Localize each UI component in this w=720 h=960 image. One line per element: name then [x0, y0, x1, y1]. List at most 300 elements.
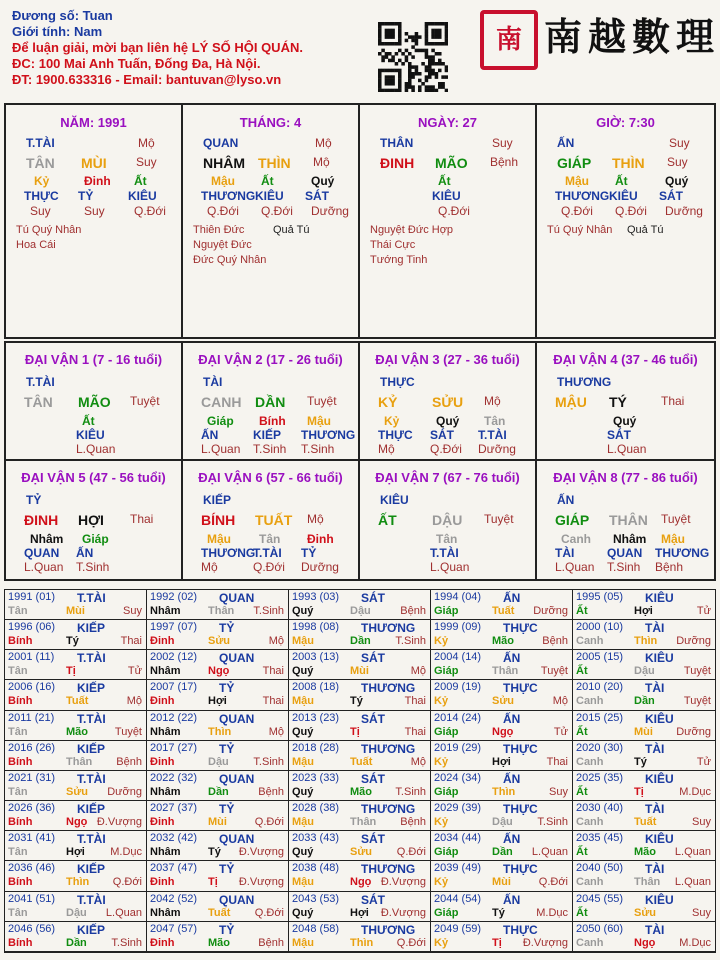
qr-module	[431, 29, 435, 33]
qr-module	[391, 79, 395, 83]
annual-luck-table	[4, 589, 716, 953]
year-branch: Tuất	[492, 605, 515, 617]
year-stage: L.Quan	[674, 846, 711, 859]
year-god: SÁT	[361, 832, 385, 847]
cell-row	[183, 394, 358, 414]
hidden-stage: Q.Đới	[438, 204, 470, 218]
qr-module	[398, 42, 402, 46]
year-branch: Thìn	[350, 936, 374, 949]
qr-module	[425, 35, 429, 39]
header-info	[12, 8, 303, 88]
qr-module	[378, 29, 382, 33]
qr-module	[445, 89, 448, 92]
stage: Thai	[661, 394, 685, 408]
qr-module	[391, 22, 395, 26]
cell-row	[183, 174, 358, 189]
heavenly-stem: NHÂM	[203, 155, 245, 171]
year-god: TÀI	[645, 681, 665, 696]
pillar-body	[183, 136, 358, 266]
year-stage: Đ.Vượng	[522, 936, 568, 949]
year-stage: T.Sinh	[395, 635, 426, 648]
qr-module	[388, 32, 392, 36]
year-cell	[573, 741, 715, 771]
qr-module	[405, 82, 409, 86]
cell-row	[537, 512, 714, 532]
year-stage: M.Dục	[679, 785, 711, 798]
cell-row	[537, 414, 714, 428]
qr-module	[411, 65, 415, 69]
qr-module	[411, 85, 415, 89]
year-god: TỶ	[219, 621, 235, 636]
hidden-god: SÁT	[607, 428, 631, 442]
qr-module	[411, 89, 415, 92]
earthly-branch: HỢI	[78, 512, 104, 528]
year-god: ẤN	[503, 651, 521, 666]
hidden-god: THƯƠNG	[655, 546, 710, 560]
hidden-stem: Ất	[261, 174, 274, 188]
cell-row	[360, 512, 535, 532]
qr-module	[438, 32, 442, 36]
qr-module	[425, 32, 429, 36]
qr-module	[408, 69, 412, 73]
qr-module	[441, 75, 445, 79]
earthly-branch: MÙI	[81, 155, 107, 171]
stage: Thai	[130, 512, 154, 526]
hidden-stem: Bính	[259, 414, 286, 428]
year-stem: Canh	[576, 695, 604, 708]
hidden-stage: L.Quan	[76, 442, 116, 456]
earthly-branch: THÌN	[258, 155, 291, 171]
year-god: KIÊU	[645, 591, 674, 605]
owner-name: Đương số: Tuan	[12, 8, 113, 23]
qr-module	[378, 39, 382, 43]
dai-van-title: ĐẠI VẬN 2 (17 - 26 tuổi)	[198, 352, 343, 367]
qr-module	[398, 79, 402, 83]
hidden-god: T.TÀI	[478, 428, 507, 442]
year-stem: Kỷ	[434, 695, 449, 708]
year-branch: Tuất	[350, 755, 373, 768]
hidden-stem: Kỷ	[34, 174, 50, 188]
year-branch: Mùi	[634, 725, 653, 738]
year-stage: Q.Đới	[396, 936, 426, 949]
qr-module	[418, 72, 422, 76]
dai-van-cell	[183, 461, 360, 579]
year-label: 1998 (08)	[292, 621, 340, 634]
qr-module	[415, 69, 419, 73]
qr-module	[438, 82, 442, 86]
year-stem: Ất	[576, 665, 588, 678]
year-stem: Nhâm	[150, 906, 181, 919]
year-stage: Đ.Vượng	[380, 906, 426, 919]
hidden-stem: Quý	[613, 414, 637, 428]
year-branch: Sửu	[66, 785, 89, 798]
dai-van-body	[183, 493, 358, 574]
qr-module	[418, 49, 422, 53]
year-god: THỰC	[503, 862, 538, 877]
year-branch: Thìn	[634, 635, 658, 648]
year-god: KIÊU	[645, 771, 674, 786]
year-stem: Kỷ	[434, 876, 449, 889]
year-cell	[5, 831, 147, 861]
earthly-branch: DẬU	[432, 512, 463, 528]
year-branch: Mão	[492, 635, 514, 648]
qr-module	[415, 32, 419, 36]
qr-module	[401, 52, 405, 56]
year-label: 2028 (38)	[292, 802, 340, 815]
hidden-god: SÁT	[305, 189, 329, 203]
year-cell	[573, 861, 715, 891]
year-stage: M.Dục	[110, 846, 142, 859]
hidden-stem: Mậu	[565, 174, 589, 188]
stage-top: Suy	[492, 136, 513, 150]
hidden-god: THƯƠNG	[301, 428, 356, 442]
qr-module	[408, 85, 412, 89]
hidden-stage: Mộ	[201, 560, 218, 574]
cell-row	[537, 532, 714, 546]
stage: Suy	[667, 155, 688, 169]
year-branch: Dậu	[492, 816, 513, 829]
qr-module	[425, 75, 429, 79]
qr-module	[445, 69, 448, 73]
qr-module	[415, 42, 419, 46]
qr-module	[381, 69, 385, 73]
year-label: 2009 (19)	[434, 681, 482, 694]
year-branch: Mùi	[492, 876, 511, 889]
qr-module	[395, 22, 399, 26]
qr-module	[431, 42, 435, 46]
year-branch: Ngọ	[66, 816, 88, 829]
qr-module	[408, 75, 412, 79]
year-stage: T.Sinh	[253, 605, 284, 617]
year-branch: Sửu	[634, 906, 657, 919]
qr-module	[385, 42, 389, 46]
year-label: 2036 (46)	[8, 862, 56, 875]
year-stem: Bính	[8, 876, 33, 889]
year-label: 1995 (05)	[576, 591, 624, 603]
year-cell	[289, 861, 431, 891]
qr-module	[431, 55, 435, 59]
hidden-stage: T.Sinh	[301, 442, 335, 456]
year-stem: Quý	[292, 846, 314, 859]
cell-row	[537, 560, 714, 574]
ten-god: ẤN	[557, 493, 575, 507]
year-cell	[431, 590, 573, 620]
brand-logo: 南越數理	[544, 14, 720, 59]
heavenly-stem: GIÁP	[555, 512, 590, 528]
year-stage: Thai	[262, 665, 284, 678]
year-stage: Dưỡng	[676, 635, 711, 648]
year-stem: Kỷ	[434, 936, 449, 949]
cell-row	[360, 546, 535, 560]
year-cell	[431, 711, 573, 741]
year-stage: Suy	[549, 785, 568, 798]
qr-module	[428, 55, 432, 59]
cell-row	[183, 493, 358, 512]
hidden-stem: Mậu	[211, 174, 235, 188]
cell-row	[183, 532, 358, 546]
hidden-stage: Q.Đới	[253, 560, 285, 574]
hidden-god: QUAN	[607, 546, 643, 560]
year-god: KIÊU	[645, 832, 674, 847]
year-label: 2038 (48)	[292, 862, 340, 875]
qr-module	[435, 62, 439, 66]
qr-module	[435, 89, 439, 92]
qr-module	[405, 49, 409, 53]
hidden-stage: Mộ	[378, 442, 395, 456]
year-stage: Đ.Vượng	[96, 816, 142, 829]
year-branch: Tý	[208, 846, 221, 859]
qr-module	[438, 62, 442, 66]
year-branch: Dần	[208, 785, 229, 798]
year-god: THỰC	[503, 741, 538, 756]
year-cell	[431, 741, 573, 771]
qr-module	[398, 69, 402, 73]
year-god: SÁT	[361, 771, 385, 786]
hidden-stage: T.Sinh	[607, 560, 641, 574]
cell-row	[537, 493, 714, 512]
qr-module	[431, 32, 435, 36]
special-star: Quả Tú	[627, 224, 664, 236]
qr-module	[418, 35, 422, 39]
cell-row	[537, 428, 714, 442]
year-god: ẤN	[503, 591, 521, 605]
year-stem: Đinh	[150, 876, 175, 889]
year-label: 2002 (12)	[150, 651, 198, 664]
year-god: TỶ	[219, 741, 235, 756]
year-cell	[147, 861, 289, 891]
qr-module	[378, 22, 382, 26]
cell-row	[360, 532, 535, 546]
qr-module	[425, 49, 429, 53]
qr-module	[405, 85, 409, 89]
year-god: T.TÀI	[77, 832, 106, 847]
year-god: KIẾP	[77, 862, 106, 877]
qr-module	[445, 25, 448, 29]
year-god: KIÊU	[645, 892, 674, 907]
year-stage: L.Quan	[531, 846, 568, 859]
year-god: TỶ	[219, 681, 235, 696]
earthly-branch: TÝ	[609, 394, 627, 410]
year-god: THỰC	[503, 922, 538, 937]
hidden-god: THƯƠNG	[555, 189, 610, 203]
cell-row	[537, 155, 714, 174]
year-god: THƯƠNG	[361, 621, 416, 636]
gender: Giới tính: Nam	[12, 24, 103, 39]
year-stem: Mậu	[292, 936, 314, 949]
dai-van-title: ĐẠI VẬN 8 (77 - 86 tuổi)	[553, 470, 698, 485]
year-label: 1992 (02)	[150, 591, 198, 603]
year-stage: Q.Đới	[254, 816, 284, 829]
hidden-god: SÁT	[659, 189, 683, 203]
year-stem: Giáp	[434, 906, 459, 919]
year-god: KIẾP	[77, 621, 106, 636]
cell-row	[183, 189, 358, 204]
qr-module	[388, 29, 392, 33]
stage-top: Mộ	[138, 136, 155, 150]
cell-row	[537, 189, 714, 204]
qr-module	[381, 42, 385, 46]
dai-van-title: ĐẠI VẬN 4 (37 - 46 tuổi)	[553, 352, 698, 367]
year-label: 2011 (21)	[8, 711, 55, 724]
stage: Bệnh	[490, 155, 519, 169]
earthly-branch: DẦN	[255, 394, 286, 410]
qr-module	[425, 25, 429, 29]
year-label: 2044 (54)	[434, 892, 482, 905]
heavenly-stem: ĐINH	[24, 512, 59, 528]
qr-module	[398, 72, 402, 76]
qr-module	[378, 79, 382, 83]
dai-van-body	[6, 493, 181, 574]
dai-van-title: ĐẠI VẬN 6 (57 - 66 tuổi)	[198, 470, 343, 485]
year-stage: Đ.Vượng	[380, 876, 426, 889]
year-cell	[573, 590, 715, 620]
cell-row	[360, 414, 535, 428]
hidden-stem: Ất	[615, 174, 628, 188]
year-branch: Hợi	[492, 755, 511, 768]
hidden-stage: Dưỡng	[311, 204, 349, 218]
qr-module	[378, 69, 382, 73]
ten-god: T.TÀI	[26, 375, 55, 389]
cell-row	[183, 155, 358, 174]
year-stage: Thai	[120, 635, 142, 648]
year-branch: Ngọ	[208, 665, 230, 678]
year-god: T.TÀI	[77, 591, 106, 605]
year-branch: Tý	[492, 906, 505, 919]
year-stage: Dưỡng	[676, 725, 711, 738]
year-stem: Ất	[576, 725, 588, 738]
year-god: SÁT	[361, 892, 385, 907]
cell-row	[183, 136, 358, 155]
qr-module	[428, 59, 432, 63]
year-branch: Tý	[350, 695, 363, 708]
qr-module	[378, 35, 382, 39]
year-label: 2049 (59)	[434, 922, 482, 935]
hidden-god: ẤN	[201, 428, 219, 442]
year-stage: Tuyệt	[683, 665, 711, 678]
cell-row	[183, 375, 358, 394]
qr-module	[445, 35, 448, 39]
year-branch: Mùi	[208, 816, 227, 829]
year-god: KIÊU	[645, 651, 674, 666]
qr-module	[391, 55, 395, 59]
year-stem: Nhâm	[150, 846, 181, 859]
qr-module	[411, 72, 415, 76]
hidden-god: T.TÀI	[430, 546, 459, 560]
qr-module	[408, 62, 412, 66]
dai-van-body	[537, 375, 714, 456]
year-label: 2042 (52)	[150, 892, 198, 905]
special-star: Tú Quý Nhân	[16, 224, 82, 236]
special-star: Nguyệt Đức Hợp	[370, 224, 454, 236]
qr-module	[405, 32, 409, 36]
cell-row	[537, 174, 714, 189]
year-label: 2034 (44)	[434, 832, 482, 845]
year-cell	[5, 620, 147, 650]
year-cell	[573, 711, 715, 741]
year-stem: Ất	[576, 846, 588, 859]
year-god: SÁT	[361, 591, 385, 605]
qr-module	[381, 59, 385, 63]
cell-row	[6, 189, 181, 204]
year-god: QUAN	[219, 711, 255, 726]
year-label: 2026 (36)	[8, 802, 56, 815]
qr-module	[425, 65, 429, 69]
year-god: THƯƠNG	[361, 922, 416, 937]
cell-row	[360, 189, 535, 204]
qr-module	[428, 62, 432, 66]
earthly-branch: MÃO	[78, 394, 111, 410]
qr-module	[435, 75, 439, 79]
qr-module	[391, 29, 395, 33]
hidden-stem: Đinh	[307, 532, 334, 546]
year-label: 2025 (35)	[576, 771, 624, 784]
dai-van-body	[360, 375, 535, 456]
qr-module	[395, 69, 399, 73]
qr-module	[438, 35, 442, 39]
hidden-stage: Q.Đới	[134, 204, 166, 218]
year-label: 1994 (04)	[434, 591, 482, 603]
year-stem: Canh	[576, 755, 604, 768]
year-stage: T.Sinh	[395, 785, 426, 798]
qr-module	[378, 85, 382, 89]
year-stem: Quý	[292, 665, 314, 678]
qr-module	[378, 72, 382, 76]
pillar-title: NGÀY: 27	[418, 115, 477, 130]
year-label: 2005 (15)	[576, 651, 624, 664]
hidden-stem: Quý	[665, 174, 689, 188]
qr-module	[431, 69, 435, 73]
year-label: 2023 (33)	[292, 771, 340, 784]
hidden-stem: Tân	[484, 414, 506, 428]
year-god: THỰC	[503, 621, 538, 636]
qr-module	[428, 89, 432, 92]
hidden-god: KIÊU	[432, 189, 461, 203]
ten-god: KIÊU	[380, 493, 409, 507]
hidden-stem: Đinh	[84, 174, 111, 188]
year-stage: L.Quan	[674, 876, 711, 889]
heavenly-stem: ĐINH	[380, 155, 415, 171]
cell-row	[360, 560, 535, 574]
qr-module	[405, 89, 409, 92]
year-cell	[289, 922, 431, 952]
year-cell	[147, 892, 289, 922]
dai-van-body	[360, 493, 535, 574]
cell-row	[6, 428, 181, 442]
special-star: Tú Quý Nhân	[547, 224, 613, 236]
hidden-stem: Quý	[311, 174, 335, 188]
cell-row	[360, 442, 535, 456]
qr-module	[435, 32, 439, 36]
qr-module	[391, 69, 395, 73]
hidden-stage: Q.Đới	[207, 204, 239, 218]
ten-god: T.TÀI	[26, 136, 55, 150]
qr-module	[435, 52, 439, 56]
qr-module	[391, 42, 395, 46]
year-cell	[289, 590, 431, 620]
qr-module	[418, 89, 422, 92]
qr-module	[415, 72, 419, 76]
year-stage: Dưỡng	[107, 785, 142, 798]
qr-module	[438, 42, 442, 46]
year-label: 2035 (45)	[576, 832, 624, 845]
year-label: 2004 (14)	[434, 651, 482, 664]
special-star: Tướng Tinh	[370, 254, 428, 266]
hidden-stage: L.Quan	[24, 560, 64, 574]
year-stem: Ất	[576, 785, 588, 798]
year-branch: Tuất	[208, 906, 231, 919]
qr-module	[398, 75, 402, 79]
ten-god: QUAN	[203, 136, 239, 150]
